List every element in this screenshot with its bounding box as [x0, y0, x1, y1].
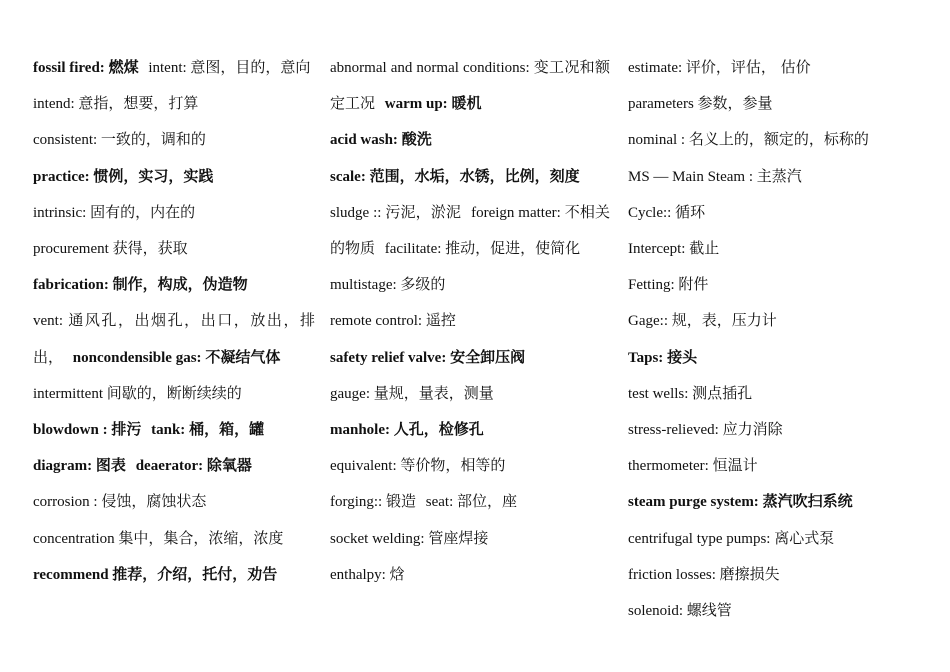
english-term: multistage: [330, 277, 397, 294]
glossary-entry [628, 159, 918, 195]
glossary-entry [628, 86, 918, 122]
glossary-term-pair [33, 458, 126, 474]
english-term: concentration [33, 530, 115, 547]
chinese-translation: 人孔，检修孔 [393, 420, 484, 439]
glossary-entry [33, 484, 315, 520]
glossary-entry [330, 122, 610, 158]
english-term: fossil fired: [33, 60, 105, 76]
glossary-entry [628, 122, 918, 158]
english-term: corrosion : [33, 494, 98, 511]
glossary-entry [628, 412, 918, 448]
glossary-entry [33, 448, 315, 484]
glossary-entry [330, 340, 610, 376]
glossary-term-pair [33, 528, 284, 547]
chinese-translation: 意指，想要，打算 [78, 94, 199, 113]
chinese-translation: 主蒸汽 [756, 166, 802, 185]
glossary-term-pair [628, 166, 802, 185]
english-term: steam purge system: [628, 494, 759, 511]
glossary-term-pair [330, 202, 462, 221]
glossary-term-pair [33, 241, 188, 257]
glossary-column-2 [330, 50, 610, 593]
glossary-term-pair [33, 277, 248, 293]
chinese-translation: 遥控 [425, 311, 456, 330]
glossary-term-pair [628, 603, 732, 619]
chinese-translation: 循环 [675, 202, 706, 221]
glossary-entry [628, 50, 918, 86]
chinese-translation: 侵蚀，腐蚀状态 [101, 492, 207, 511]
english-term: Fetting: [628, 277, 675, 294]
glossary-term-pair [330, 132, 432, 148]
chinese-translation: 一致的，调和的 [100, 130, 206, 149]
english-term: remote control: [330, 313, 423, 330]
glossary-term-pair [628, 132, 869, 148]
chinese-translation: 等价物，相等的 [400, 456, 506, 475]
chinese-translation: 推荐，介绍，托付，劝告 [112, 564, 278, 583]
glossary-entry [628, 484, 918, 520]
english-term: blowdown : [33, 422, 108, 439]
glossary-term-pair [426, 494, 517, 510]
english-term: tank: [151, 422, 186, 439]
glossary-term-pair [33, 132, 206, 148]
glossary-term-pair [33, 96, 198, 112]
chinese-translation: 恒温计 [712, 456, 758, 475]
chinese-translation: 不相关的物质 [330, 202, 611, 258]
english-term: intermittent [33, 385, 103, 402]
english-term: diagram: [33, 458, 93, 475]
chinese-translation: 桶，箱，罐 [189, 420, 265, 439]
glossary-term-pair [628, 277, 708, 293]
glossary-term-pair [628, 383, 753, 402]
glossary-term-pair [136, 458, 252, 474]
glossary-term-pair [330, 277, 445, 293]
glossary-term-pair [33, 60, 139, 76]
english-term: vent: [33, 313, 63, 330]
english-term: stress-relieved: [628, 422, 719, 439]
glossary-entry [33, 159, 315, 195]
english-term: sludge :: [330, 204, 382, 221]
english-term: facilitate: [384, 241, 442, 258]
glossary-entry [330, 267, 610, 303]
english-term: scale: [330, 168, 366, 185]
glossary-entry [628, 340, 918, 376]
glossary-entry [628, 521, 918, 557]
glossary-column-1 [33, 50, 315, 593]
glossary-term-pair [72, 347, 281, 366]
glossary-entry [330, 557, 610, 593]
chinese-translation: 螺线管 [686, 601, 732, 620]
glossary-term-pair [33, 564, 278, 583]
chinese-translation: 安全卸压阀 [450, 347, 526, 366]
glossary-entry [33, 122, 315, 158]
english-term: friction losses: [628, 566, 716, 583]
chinese-translation: 管座焊接 [428, 528, 489, 547]
chinese-translation: 燃煤 [108, 58, 139, 76]
english-term: Taps: [628, 349, 664, 366]
chinese-translation: 附件 [678, 275, 709, 294]
glossary-entry [330, 412, 610, 448]
english-term: socket welding: [330, 530, 425, 547]
english-term: warm up: [384, 96, 448, 113]
glossary-term-pair [33, 202, 196, 221]
glossary-term-pair [628, 60, 811, 76]
glossary-entry [628, 557, 918, 593]
glossary-term-pair [628, 458, 758, 474]
chinese-translation: 离心式泵 [774, 528, 835, 547]
glossary-entry [330, 195, 610, 267]
english-term: recommend [33, 566, 109, 583]
english-term: centrifugal type pumps: [628, 530, 771, 547]
english-term: thermometer: [628, 458, 709, 475]
glossary-term-pair [33, 494, 206, 510]
glossary-entry [33, 267, 315, 303]
chinese-translation: 应力消除 [722, 420, 783, 439]
glossary-term-pair [628, 202, 706, 221]
english-term: intent: [148, 60, 187, 76]
glossary-entry [33, 50, 315, 86]
english-term: estimate: [628, 60, 683, 76]
glossary-entry [330, 484, 610, 520]
chinese-translation: 意图，目的，意向 [190, 58, 311, 76]
chinese-translation: 多级的 [400, 275, 446, 294]
glossary-entry [330, 376, 610, 412]
chinese-translation: 不凝结气体 [205, 347, 281, 366]
glossary-term-pair [628, 564, 780, 583]
english-term: Gage:: [628, 313, 668, 330]
chinese-translation: 制作，构成，伪造物 [112, 275, 248, 294]
english-term: practice: [33, 168, 90, 185]
glossary-term-pair [628, 96, 773, 112]
chinese-translation: 除氧器 [206, 456, 252, 475]
chinese-translation: 名义上的，额定的，标称的 [688, 130, 869, 149]
glossary-entry [330, 50, 610, 122]
english-term: intend: [33, 96, 75, 113]
english-term: deaerator: [135, 458, 204, 475]
glossary-term-pair [33, 383, 242, 402]
glossary-entry [628, 448, 918, 484]
glossary-term-pair [628, 347, 698, 366]
chinese-translation: 截止 [689, 239, 720, 258]
glossary-entry [628, 231, 918, 267]
glossary-entry [33, 195, 315, 231]
glossary-entry [33, 412, 315, 448]
glossary-entry [33, 231, 315, 267]
english-term: seat: [425, 494, 454, 511]
chinese-translation: 锻造 [385, 492, 416, 511]
english-term: Intercept: [628, 241, 686, 258]
glossary-entry [330, 303, 610, 339]
chinese-translation: 规，表，压力计 [671, 311, 777, 330]
english-term: solenoid: [628, 603, 683, 620]
glossary-entry [33, 521, 315, 557]
glossary-term-pair [330, 458, 505, 474]
chinese-translation: 变工况和额定工况 [330, 58, 610, 113]
glossary-entry [330, 159, 610, 195]
chinese-translation: 间歇的，断断续续的 [106, 383, 242, 402]
chinese-translation: 范围，水垢，水锈，比例，刻度 [369, 166, 580, 185]
chinese-translation: 部位，座 [457, 492, 518, 511]
english-term: fabrication: [33, 277, 109, 294]
chinese-translation: 获得，获取 [112, 239, 188, 258]
english-term: noncondensible gas: [72, 349, 202, 366]
glossary-term-pair [628, 313, 777, 329]
chinese-translation: 参数，参量 [697, 94, 773, 113]
chinese-translation: 集中，集合，浓缩，浓度 [118, 528, 284, 547]
chinese-translation: 磨擦损失 [719, 564, 780, 583]
chinese-translation: 酸洗 [401, 130, 432, 149]
glossary-term-pair [330, 528, 489, 547]
english-term: test wells: [628, 385, 689, 402]
english-term: intrinsic: [33, 204, 87, 221]
glossary-entry [628, 376, 918, 412]
glossary-entry [33, 376, 315, 412]
glossary-term-pair [628, 528, 835, 547]
glossary-term-pair [33, 166, 214, 185]
english-term: foreign matter: [471, 204, 561, 221]
english-term: MS — Main Steam : [628, 168, 754, 185]
chinese-translation: 固有的，内在的 [90, 202, 196, 221]
chinese-translation: 惯例，实习，实践 [93, 166, 214, 185]
glossary-term-pair [330, 422, 484, 438]
glossary-term-pair [330, 166, 580, 185]
glossary-column-3 [628, 50, 918, 629]
chinese-translation: 暖机 [451, 94, 482, 113]
english-term: gauge: [330, 385, 370, 402]
english-term: safety relief valve: [330, 349, 447, 366]
glossary-term-pair [330, 494, 416, 510]
glossary-term-pair [628, 494, 853, 510]
chinese-translation: 接头 [667, 347, 698, 366]
chinese-translation: 焓 [389, 564, 405, 583]
english-term: parameters [628, 96, 694, 113]
chinese-translation: 蒸汽吹扫系统 [762, 492, 853, 511]
glossary-entry [33, 303, 315, 375]
english-term: abnormal and normal conditions: [330, 60, 530, 76]
chinese-translation: 评价，评估， 估价 [685, 58, 811, 76]
glossary-entry [330, 521, 610, 557]
glossary-term-pair [151, 422, 264, 438]
glossary-entry [628, 195, 918, 231]
glossary-entry [628, 593, 918, 629]
chinese-translation: 推动，促进，使简化 [445, 239, 581, 258]
english-term: Cycle:: [628, 204, 672, 221]
chinese-translation: 污泥，淤泥 [385, 202, 462, 221]
english-term: enthalpy: [330, 566, 386, 583]
chinese-translation: 通风孔，出烟孔，出口，放出，排出， [33, 311, 315, 366]
chinese-translation: 量规，量表，测量 [373, 383, 494, 402]
glossary-term-pair [385, 96, 482, 112]
chinese-translation: 图表 [95, 456, 126, 475]
glossary-entry [33, 557, 315, 593]
glossary-entry [628, 303, 918, 339]
glossary-term-pair [148, 60, 310, 76]
glossary-term-pair [628, 422, 783, 438]
english-term: acid wash: [330, 132, 398, 149]
glossary-entry [33, 86, 315, 122]
english-term: nominal : [628, 132, 686, 149]
english-term: consistent: [33, 132, 98, 149]
glossary-term-pair [330, 313, 456, 329]
glossary-term-pair [628, 241, 719, 257]
english-term: equivalent: [330, 458, 397, 475]
english-term: procurement [33, 241, 109, 258]
glossary-term-pair [330, 383, 494, 402]
glossary-term-pair [330, 347, 526, 366]
glossary-entry [628, 267, 918, 303]
glossary-term-pair [330, 564, 405, 583]
english-term: forging:: [330, 494, 383, 511]
english-term: manhole: [330, 422, 390, 439]
chinese-translation: 测点插孔 [692, 383, 753, 402]
glossary-term-pair [385, 241, 580, 257]
chinese-translation: 排污 [111, 420, 142, 439]
glossary-term-pair [33, 422, 141, 438]
glossary-entry [330, 448, 610, 484]
